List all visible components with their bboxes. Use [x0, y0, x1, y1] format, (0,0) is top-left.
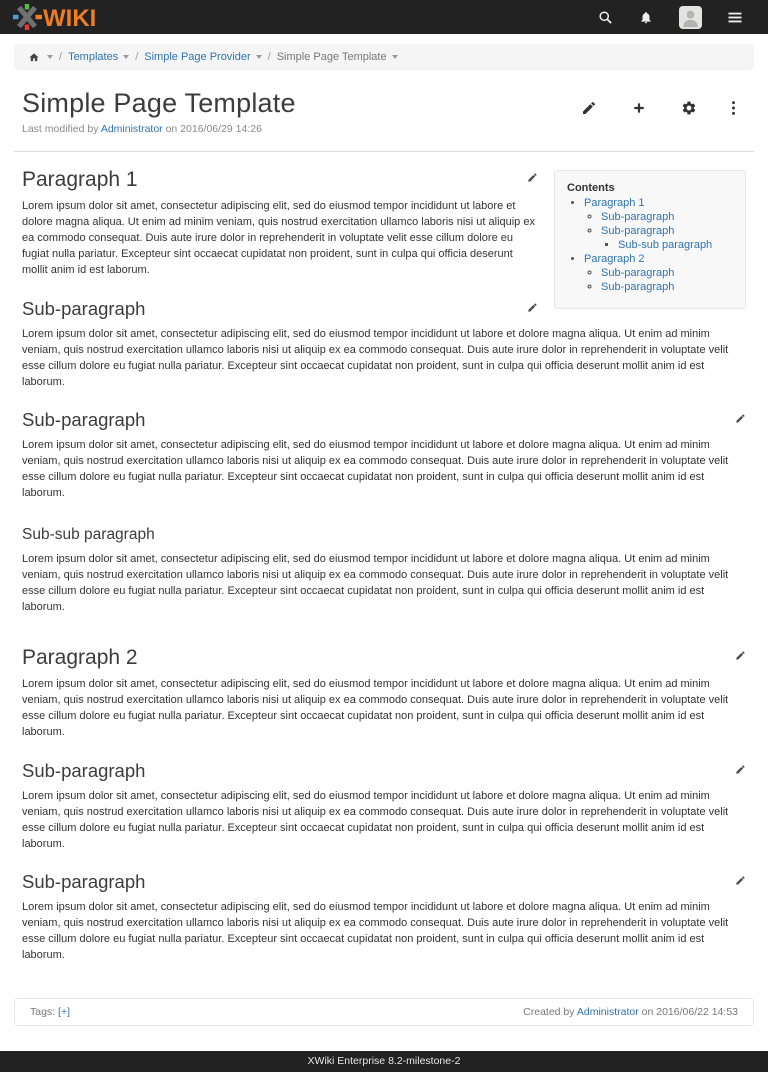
section-sub-paragraph-3 [22, 760, 746, 853]
version-text: XWiki Enterprise 8.2-milestone-2 [307, 1055, 461, 1068]
notifications-button[interactable] [626, 0, 666, 34]
chevron-down-icon[interactable] [47, 55, 53, 59]
page-header [0, 70, 768, 123]
page-content [0, 152, 768, 964]
toc-link-sub-paragraph[interactable]: Sub-paragraph [601, 211, 675, 223]
section-paragraph-2 [22, 646, 746, 741]
logo-text: WIKI [43, 5, 97, 30]
toc-item [584, 253, 733, 293]
section-paragraph: Lorem ipsum dolor sit amet, consectetur adipiscing elit, sed do eiusmod tempor incididunt ut labore et dolore magna aliqua. Ut enim ad minim veniam, quis nostrud exercitation ullamco laboris nisi ut aliquip ex ea commodo consequat. Duis aute irure dolor in reprehenderit in voluptate velit esse cillum dolore eu fugiat nulla pariatur. Excepteur sint occaecat cupidatat non proident, sunt in culpa qui officia deserunt mollit anim id est laborum. [22, 200, 535, 276]
pencil-icon [735, 764, 746, 775]
section-sub-paragraph-4 [22, 871, 746, 964]
toc-link-sub-paragraph[interactable]: Sub-paragraph [601, 225, 675, 237]
section-heading [22, 526, 746, 544]
pencil-icon [735, 875, 746, 886]
breadcrumb [14, 44, 754, 70]
document-footer [14, 998, 754, 1026]
section-edit-button[interactable] [735, 413, 746, 424]
breadcrumb-separator: / [135, 51, 139, 63]
section-title: Sub-paragraph [22, 297, 146, 319]
avatar-button[interactable] [666, 0, 715, 34]
toc-link-paragraph-1[interactable]: Paragraph 1 [584, 197, 645, 209]
section-paragraph: Lorem ipsum dolor sit amet, consectetur adipiscing elit, sed do eiusmod tempor incididunt ut labore et dolore magna aliqua. Ut enim ad minim veniam, quis nostrud exercitation ullamco laboris nisi ut aliquip ex ea commodo consequat. Duis aute irure dolor in reprehenderit in voluptate velit esse cillum dolore eu fugiat nulla pariatur. Excepteur sint occaecat cupidatat non proident, sunt in culpa qui officia deserunt mollit anim id est laborum. [22, 789, 729, 850]
breadcrumb-current-page: Simple Page Template [276, 51, 387, 63]
breadcrumb-separator: / [59, 51, 63, 63]
modified-prefix: Last modified by [22, 123, 99, 135]
toc-item [601, 267, 733, 279]
breadcrumb-home[interactable] [28, 52, 42, 63]
toc-link-sub-paragraph[interactable]: Sub-paragraph [601, 267, 675, 279]
section-paragraph: Lorem ipsum dolor sit amet, consectetur adipiscing elit, sed do eiusmod tempor incididunt ut labore et dolore magna aliqua. Ut enim ad minim veniam, quis nostrud exercitation ullamco laboris nisi ut aliquip ex ea commodo consequat. Duis aute irure dolor in reprehenderit in voluptate velit esse cillum dolore eu fugiat nulla pariatur. Excepteur sint occaecat cupidatat non proident, sunt in culpa qui officia deserunt mollit anim id est laborum. [22, 901, 729, 962]
breadcrumb-simple-page-provider[interactable]: Simple Page Provider [144, 51, 251, 63]
section-sub-sub-paragraph [22, 526, 746, 616]
search-button[interactable] [585, 0, 626, 34]
section-edit-button[interactable] [735, 764, 746, 775]
xwiki-logo-icon [13, 4, 105, 30]
last-modified-line [0, 123, 768, 135]
created-user-link[interactable]: Administrator [576, 1006, 639, 1019]
section-paragraph: Lorem ipsum dolor sit amet, consectetur adipiscing elit, sed do eiusmod tempor incididunt ut labore et dolore magna aliqua. Ut enim ad minim veniam, quis nostrud exercitation ullamco laboris nisi ut aliquip ex ea commodo consequat. Duis aute irure dolor in reprehenderit in voluptate velit esse cillum dolore eu fugiat nulla pariatur. Excepteur sint occaecat cupidatat non proident, sunt in culpa qui officia deserunt mollit anim id est laborum. [22, 553, 729, 613]
chevron-down-icon[interactable] [123, 55, 129, 59]
kebab-menu-icon [731, 100, 736, 116]
chevron-down-icon[interactable] [256, 55, 262, 59]
section-title: Paragraph 2 [22, 645, 138, 669]
toc-link-sub-sub-paragraph[interactable]: Sub-sub paragraph [618, 239, 713, 251]
section-heading [22, 646, 746, 670]
breadcrumb-separator: / [267, 51, 271, 63]
pencil-icon [527, 302, 538, 313]
section-title: Sub-paragraph [22, 871, 146, 893]
section-paragraph: Lorem ipsum dolor sit amet, consectetur adipiscing elit, sed do eiusmod tempor incididunt ut labore et dolore magna aliqua. Ut enim ad minim veniam, quis nostrud exercitation ullamco laboris nisi ut aliquip ex ea commodo consequat. Duis aute irure dolor in reprehenderit in voluptate velit esse cillum dolore eu fugiat nulla pariatur. Excepteur sint occaecat cupidatat non proident, sunt in culpa qui officia deserunt mollit anim id est laborum. [22, 677, 729, 738]
toc-item [601, 225, 733, 251]
created-prefix: Created by [523, 1006, 575, 1019]
pencil-icon [581, 100, 597, 116]
toc-link-sub-paragraph[interactable]: Sub-paragraph [601, 281, 675, 293]
page-actions [571, 82, 746, 120]
contents-title: Contents [567, 182, 615, 194]
xwiki-logo[interactable] [13, 4, 105, 30]
page-title: Simple Page Template [22, 88, 296, 118]
version-bar [0, 1051, 768, 1072]
bell-icon [639, 10, 653, 25]
section-title: Sub-paragraph [22, 409, 146, 431]
toc-item [618, 239, 733, 251]
create-button[interactable] [621, 96, 657, 120]
toc-item [601, 281, 733, 293]
menu-button[interactable] [715, 0, 755, 34]
toc-item [601, 211, 733, 223]
section-heading [22, 409, 746, 431]
section-paragraph: Lorem ipsum dolor sit amet, consectetur adipiscing elit, sed do eiusmod tempor incididunt ut labore et dolore magna aliqua. Ut enim ad minim veniam, quis nostrud exercitation ullamco laboris nisi ut aliquip ex ea commodo consequat. Duis aute irure dolor in reprehenderit in voluptate velit esse cillum dolore eu fugiat nulla pariatur. Excepteur sint occaecat cupidatat non proident, sunt in culpa qui officia deserunt mollit anim id est laborum. [22, 439, 729, 500]
section-sub-paragraph-1 [22, 298, 746, 391]
hamburger-icon [728, 11, 742, 24]
section-edit-button[interactable] [735, 875, 746, 886]
navbar-actions [585, 0, 755, 34]
breadcrumb-templates[interactable]: Templates [68, 51, 119, 63]
created-line [523, 1006, 738, 1018]
search-icon [598, 10, 613, 25]
plus-icon [631, 100, 647, 116]
modified-suffix: on 2016/06/29 14:26 [165, 123, 262, 135]
tags-area [30, 1006, 70, 1018]
section-edit-button[interactable] [527, 302, 538, 313]
section-heading [22, 871, 746, 893]
admin-button[interactable] [671, 96, 707, 120]
avatar [679, 6, 702, 29]
more-button[interactable] [721, 96, 746, 120]
section-heading [22, 760, 746, 782]
chevron-down-icon[interactable] [392, 55, 398, 59]
section-paragraph: Lorem ipsum dolor sit amet, consectetur adipiscing elit, sed do eiusmod tempor incididunt ut labore et dolore magna aliqua. Ut enim ad minim veniam, quis nostrud exercitation ullamco laboris nisi ut aliquip ex ea commodo consequat. Duis aute irure dolor in reprehenderit in voluptate velit esse cillum dolore eu fugiat nulla pariatur. Excepteur sint occaecat cupidatat non proident, sunt in culpa qui officia deserunt mollit anim id est laborum. [22, 327, 729, 388]
toc-link-paragraph-2[interactable]: Paragraph 2 [584, 253, 645, 265]
section-title: Sub-paragraph [22, 759, 146, 781]
edit-button[interactable] [571, 96, 607, 120]
created-suffix: on 2016/06/22 14:53 [641, 1006, 738, 1019]
add-tag-button[interactable]: [+] [58, 1006, 70, 1019]
section-edit-button[interactable] [527, 172, 538, 183]
section-edit-button[interactable] [735, 650, 746, 661]
section-sub-paragraph-2 [22, 409, 746, 502]
modified-user-link[interactable]: Administrator [100, 123, 163, 135]
pencil-icon [735, 650, 746, 661]
toc-item [584, 197, 733, 251]
section-title: Paragraph 1 [22, 168, 138, 191]
gear-icon [681, 100, 697, 116]
home-icon [28, 52, 40, 63]
pencil-icon [735, 413, 746, 424]
top-navbar [0, 0, 768, 34]
pencil-icon [527, 172, 538, 183]
tags-label: Tags: [30, 1006, 56, 1019]
section-title: Sub-sub paragraph [22, 526, 155, 544]
contents-panel [554, 170, 746, 309]
